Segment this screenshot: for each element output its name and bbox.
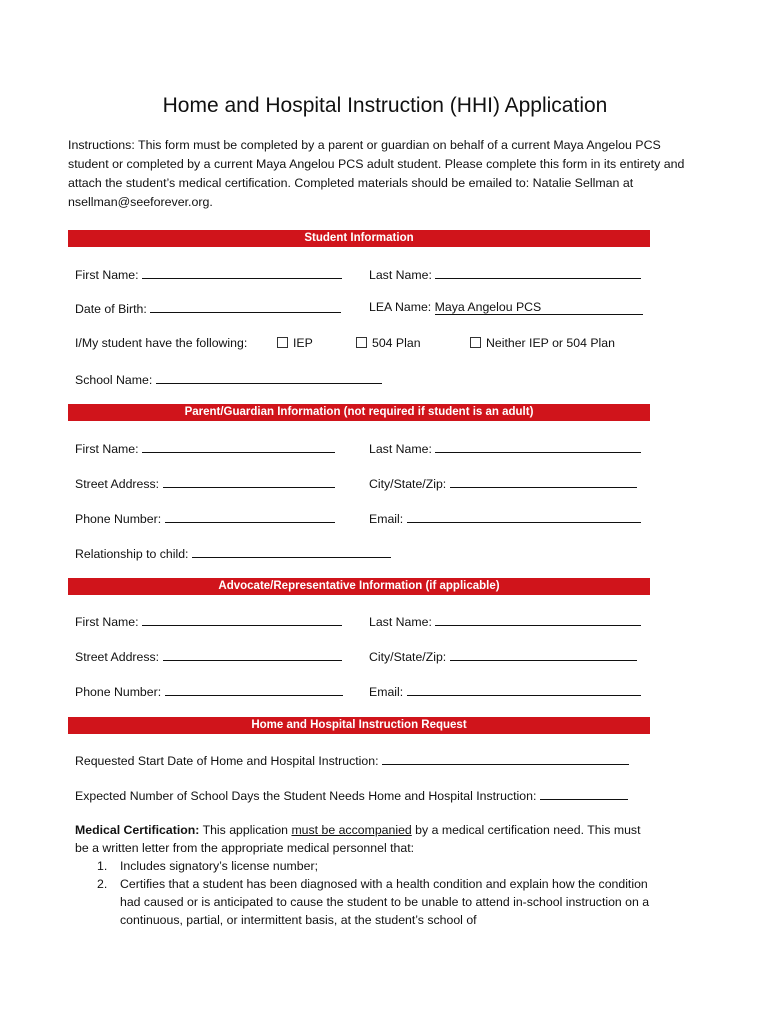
advocate-last-name-label: Last Name: (369, 615, 432, 629)
parent-street-label: Street Address: (75, 477, 160, 491)
section-header-advocate: Advocate/Representative Information (if applicable) (68, 578, 650, 595)
student-first-name-field[interactable] (75, 266, 342, 282)
list-item-text: Certifies that a student has been diagnosed with a health condition and explain how the condition had caused or is anticipated to cause the student to be unable to attend in-school instruction on a continuous, partial, or intermittent basis, at the student’s school of (120, 877, 650, 927)
advocate-email-input[interactable] (407, 683, 641, 696)
request-num-days-input[interactable] (540, 787, 628, 800)
advocate-phone-input[interactable] (165, 683, 343, 696)
list-item (75, 857, 650, 875)
parent-last-name-field[interactable] (369, 440, 641, 456)
student-lea-input[interactable]: Maya Angelou PCS (435, 300, 643, 315)
medical-certification-paragraph (75, 821, 650, 857)
neither-checkbox[interactable] (470, 337, 481, 348)
parent-relationship-input[interactable] (192, 545, 391, 558)
request-num-days-label: Expected Number of School Days the Student Needs Home and Hospital Instruction: (75, 789, 537, 803)
advocate-street-input[interactable] (163, 648, 342, 661)
parent-street-field[interactable] (75, 475, 335, 491)
medical-requirements-list (75, 857, 650, 929)
option-504[interactable] (356, 336, 421, 350)
parent-last-name-label: Last Name: (369, 442, 432, 456)
option-iep[interactable] (277, 336, 313, 350)
student-lea-label: LEA Name: (369, 300, 432, 314)
medical-text-underlined: must be accompanied (291, 823, 412, 837)
list-item-number: 1. (97, 859, 108, 873)
student-lea-field[interactable] (369, 300, 643, 315)
section-header-parent: Parent/Guardian Information (not required if student is an adult) (68, 404, 650, 421)
student-first-name-input[interactable] (142, 266, 342, 279)
neither-label: Neither IEP or 504 Plan (486, 336, 615, 350)
student-dob-field[interactable] (75, 300, 341, 316)
parent-last-name-input[interactable] (435, 440, 641, 453)
instructions-text: Instructions: This form must be completed by a parent or guardian on behalf of a current Maya Angelou PCS student or completed by a current Maya Angelou PCS adult student. Please complete this form in its entirety and attach the student’s medical certification. Completed materials should be emailed to: Natalie Sellman at nsellman@seeforever.org. (68, 138, 685, 209)
list-item (75, 875, 650, 929)
parent-first-name-input[interactable] (142, 440, 335, 453)
student-last-name-field[interactable] (369, 266, 641, 282)
parent-first-name-field[interactable] (75, 440, 335, 456)
student-dob-input[interactable] (150, 300, 341, 313)
option-neither[interactable] (470, 336, 615, 350)
advocate-first-name-field[interactable] (75, 613, 342, 629)
list-item-text: Includes signatory’s license number; (120, 859, 318, 873)
504-checkbox[interactable] (356, 337, 367, 348)
iep-checkbox[interactable] (277, 337, 288, 348)
parent-relationship-label: Relationship to child: (75, 547, 189, 561)
request-num-days-field[interactable] (75, 787, 628, 803)
parent-email-input[interactable] (407, 510, 641, 523)
advocate-email-label: Email: (369, 685, 404, 699)
medical-text-b: by a medical certification need. This must be a written letter from the appropriate medical personnel that: (75, 823, 641, 855)
section-header-student: Student Information (68, 230, 650, 247)
504-label: 504 Plan (372, 336, 421, 350)
request-start-date-label: Requested Start Date of Home and Hospital Instruction: (75, 754, 379, 768)
advocate-first-name-label: First Name: (75, 615, 139, 629)
advocate-phone-field[interactable] (75, 683, 343, 699)
medical-certification-label: Medical Certification: (75, 823, 200, 837)
section-header-request: Home and Hospital Instruction Request (68, 717, 650, 734)
parent-email-field[interactable] (369, 510, 641, 526)
student-school-name-label: School Name: (75, 373, 153, 387)
list-item-number: 2. (97, 877, 108, 891)
parent-city-field[interactable] (369, 475, 637, 491)
parent-city-input[interactable] (450, 475, 637, 488)
advocate-city-label: City/State/Zip: (369, 650, 447, 664)
parent-first-name-label: First Name: (75, 442, 139, 456)
parent-city-label: City/State/Zip: (369, 477, 447, 491)
student-first-name-label: First Name: (75, 268, 139, 282)
parent-email-label: Email: (369, 512, 404, 526)
iep-label: IEP (293, 336, 313, 350)
request-start-date-field[interactable] (75, 752, 629, 768)
parent-relationship-field[interactable] (75, 545, 391, 561)
student-have-following-label: I/My student have the following: (75, 336, 248, 350)
advocate-phone-label: Phone Number: (75, 685, 162, 699)
advocate-street-field[interactable] (75, 648, 342, 664)
student-school-name-input[interactable] (156, 371, 382, 384)
parent-phone-label: Phone Number: (75, 512, 162, 526)
student-school-name-field[interactable] (75, 371, 382, 387)
advocate-city-input[interactable] (450, 648, 637, 661)
advocate-last-name-field[interactable] (369, 613, 641, 629)
advocate-city-field[interactable] (369, 648, 637, 664)
student-last-name-label: Last Name: (369, 268, 432, 282)
advocate-email-field[interactable] (369, 683, 641, 699)
page-title: Home and Hospital Instruction (HHI) Application (162, 94, 608, 117)
parent-phone-field[interactable] (75, 510, 335, 526)
medical-text-a: This application (202, 823, 289, 837)
advocate-first-name-input[interactable] (142, 613, 342, 626)
student-dob-label: Date of Birth: (75, 302, 147, 316)
parent-phone-input[interactable] (165, 510, 335, 523)
advocate-last-name-input[interactable] (435, 613, 641, 626)
request-start-date-input[interactable] (382, 752, 629, 765)
advocate-street-label: Street Address: (75, 650, 160, 664)
parent-street-input[interactable] (163, 475, 335, 488)
student-last-name-input[interactable] (435, 266, 641, 279)
